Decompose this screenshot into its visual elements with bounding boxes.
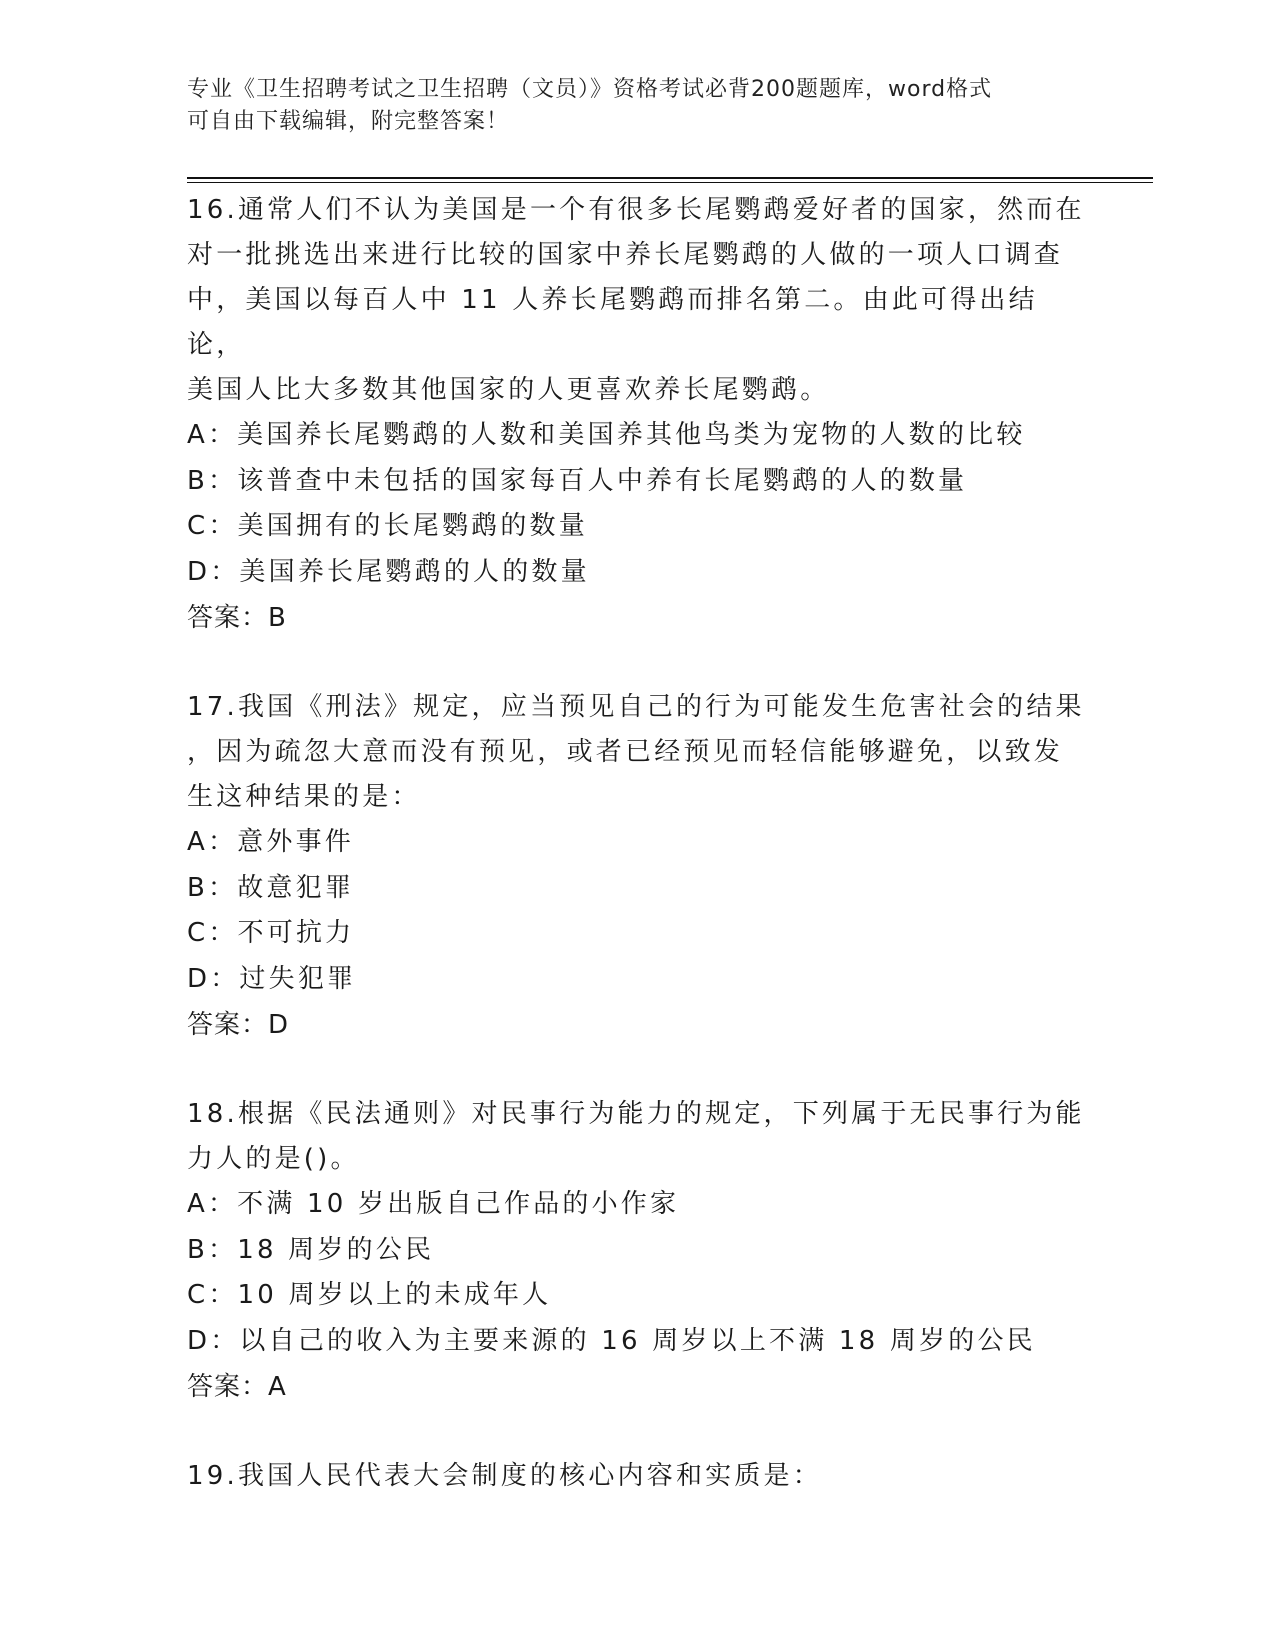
header-divider-thin [187, 182, 1153, 183]
option-a: A：美国养长尾鹦鹉的人数和美国养其他鸟类为宠物的人数的比较 [187, 420, 1026, 450]
question-text [187, 1092, 1087, 1182]
option-c: C：不可抗力 [187, 918, 355, 948]
option-d: D：以自己的收入为主要来源的 16 周岁以上不满 18 周岁的公民 [187, 1325, 1036, 1356]
answer: 答案：D [187, 1010, 290, 1040]
question-text-line: 16.通常人们不认为美国是一个有很多长尾鹦鹉爱好者的国家，然而在 [187, 195, 1085, 225]
question-19 [187, 1454, 1087, 1499]
option-c: C：10 周岁以上的未成年人 [187, 1280, 552, 1310]
option-a: A：不满 10 岁出版自己作品的小作家 [187, 1189, 680, 1219]
question-text [187, 1454, 1087, 1499]
option-b: B：18 周岁的公民 [187, 1234, 435, 1265]
option-b: B：故意犯罪 [187, 872, 355, 903]
question-text [187, 685, 1087, 820]
question-list [187, 188, 1087, 1543]
question-text-line: 17.我国《刑法》规定，应当预见自己的行为可能发生危害社会的结果 [187, 692, 1085, 722]
question-18 [187, 1092, 1087, 1410]
header-divider-thick [187, 177, 1153, 179]
question-text-line: 生这种结果的是： [187, 782, 421, 812]
header-line-2: 可自由下载编辑，附完整答案！ [187, 109, 510, 134]
question-text-line: 19.我国人民代表大会制度的核心内容和实质是： [187, 1461, 822, 1491]
option-d: D：美国养长尾鹦鹉的人的数量 [187, 556, 590, 587]
option-a: A：意外事件 [187, 827, 354, 857]
document-header [187, 74, 1067, 138]
question-text [187, 188, 1087, 413]
question-text-line: 对一批挑选出来进行比较的国家中养长尾鹦鹉的人做的一项人口调查 [187, 240, 1064, 270]
option-b: B：该普查中未包括的国家每百人中养有长尾鹦鹉的人的数量 [187, 465, 968, 496]
question-text-line: 力人的是()。 [187, 1144, 360, 1174]
answer: 答案：B [187, 603, 287, 633]
option-c: C：美国拥有的长尾鹦鹉的数量 [187, 511, 588, 541]
question-text-line: 中，美国以每百人中 11 人养长尾鹦鹉而排名第二。由此可得出结论， [187, 285, 1038, 360]
question-16 [187, 188, 1087, 641]
header-line-1: 专业《卫生招聘考试之卫生招聘（文员）》资格考试必背200题题库，word格式 [187, 77, 993, 102]
question-text-line: 18.根据《民法通则》对民事行为能力的规定，下列属于无民事行为能 [187, 1099, 1085, 1129]
question-text-line: 美国人比大多数其他国家的人更喜欢养长尾鹦鹉。 [187, 375, 830, 405]
question-17 [187, 685, 1087, 1048]
answer: 答案：A [187, 1372, 287, 1402]
question-text-line: ，因为疏忽大意而没有预见，或者已经预见而轻信能够避免，以致发 [187, 737, 1064, 767]
option-d: D：过失犯罪 [187, 963, 357, 994]
